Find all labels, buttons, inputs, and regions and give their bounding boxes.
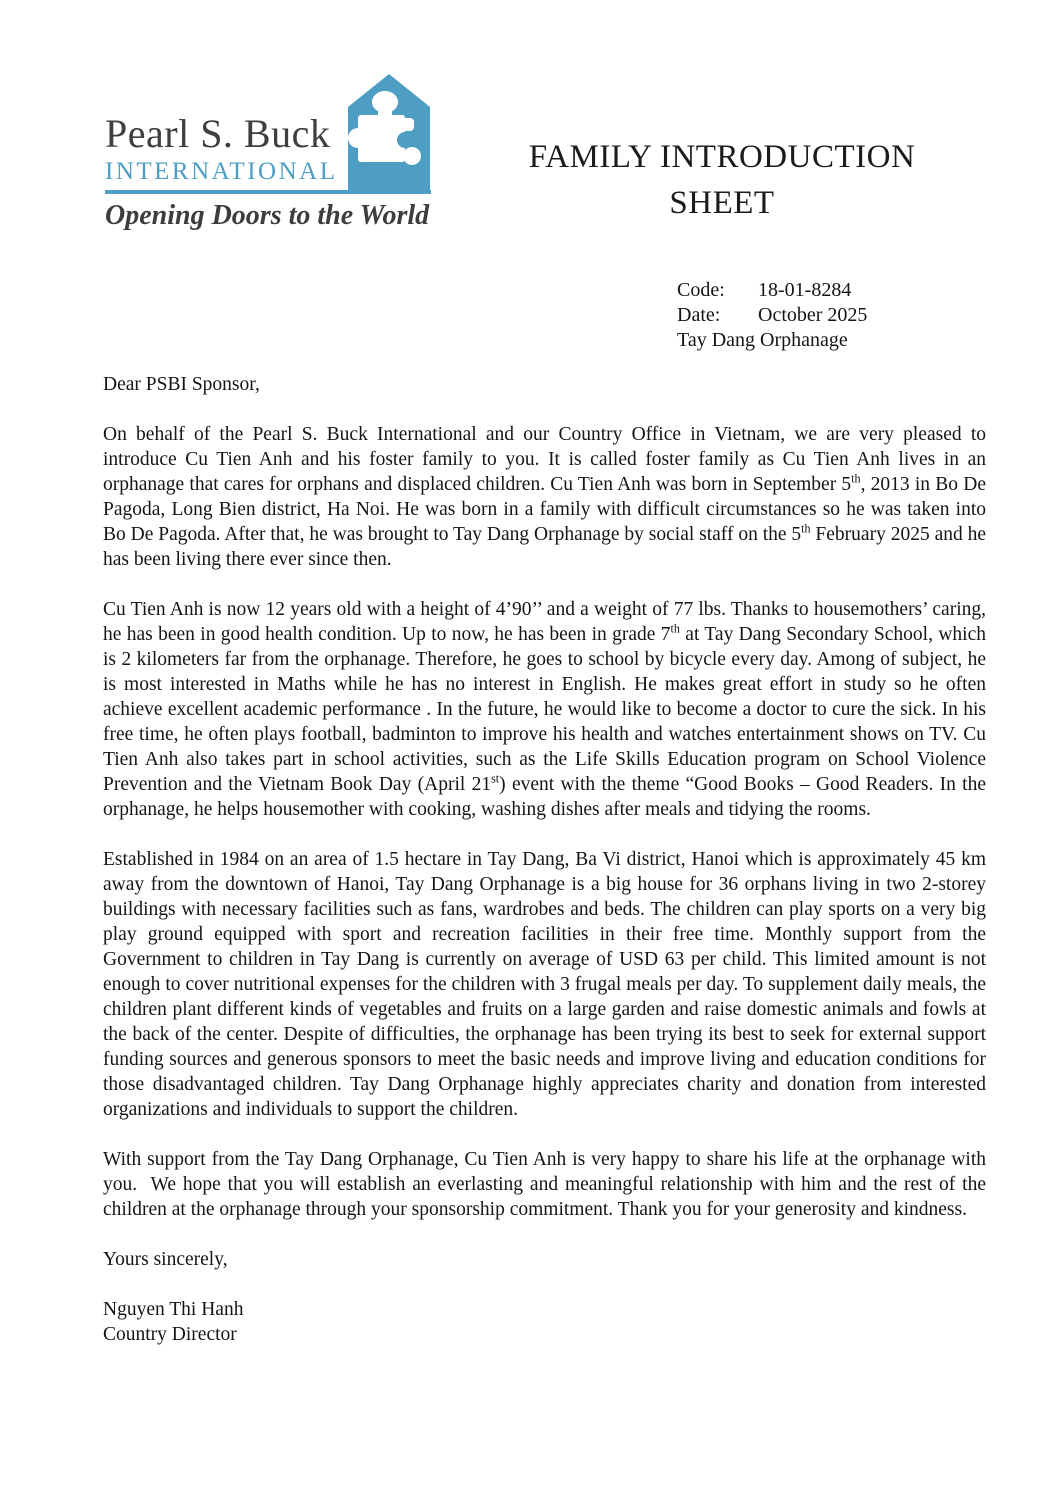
org-subtitle: INTERNATIONAL xyxy=(105,158,338,185)
paragraph-sponsorship: With support from the Tay Dang Orphanage, Cu Tien Anh is very happy to share his life at the orphanage with you. We hope that you will establish an everlasting and meaningful relationship with him and the rest of the children at the orphanage through your sponsorship commitment. Thank you for your generosity and kindness. xyxy=(103,1149,986,1220)
date-row xyxy=(677,303,867,328)
house-puzzle-icon xyxy=(348,74,430,190)
org-tagline: Opening Doors to the World xyxy=(105,200,430,231)
paragraph-child-details: Cu Tien Anh is now 12 years old with a height of 4’90’’ and a weight of 77 lbs. Thanks to housemothers’ caring, he has been in good health condition. Up to now, he has been in grade 7th at Tay Dang Secondary School, which is 2 kilometers far from the orphanage. Therefore, he goes to school by bicycle every day. Among of subject, he is most interested in Maths while he has no interest in English. He makes great effort in study so he often achieve excellent academic performance . In the future, he would like to become a doctor to cure the sick. In his free time, he often plays football, badminton to improve his health and watches entertainment shows on TV. Cu Tien Anh also takes part in school activities, such as the Life Skills Education program on School Violence Prevention and the Vietnam Book Day (April 21st) event with the theme “Good Books – Good Readers. In the orphanage, he helps housemother with cooking, washing dishes after meals and tidying the rooms. xyxy=(103,599,986,820)
letter-body xyxy=(103,372,986,1347)
org-name: Pearl S. Buck xyxy=(105,111,331,156)
code-value: 18-01-8284 xyxy=(758,279,852,301)
paragraph-introduction: On behalf of the Pearl S. Buck International and our Country Office in Vietnam, we are very pleased to introduce Cu Tien Anh and his foster family to you. It is called foster family as Cu Tien Anh lives in an orphanage that cares for orphans and displaced children. Cu Tien Anh was born in September 5th, 2013 in Bo De Pagoda, Long Bien district, Ha Noi. He was born in a family with difficult circumstances so he was taken into Bo De Pagoda. After that, he was brought to Tay Dang Orphanage by social staff on the 5th February 2025 and he has been living there ever since then. xyxy=(103,424,987,570)
code-row xyxy=(677,278,867,303)
logo-divider xyxy=(105,190,431,194)
signatory-title: Country Director xyxy=(103,1324,237,1345)
date-value: October 2025 xyxy=(758,304,868,326)
paragraph-orphanage-details: Established in 1984 on an area of 1.5 hectare in Tay Dang, Ba Vi district, Hanoi which is approximately 45 km away from the downtown of Hanoi, Tay Dang Orphanage is a big house for 36 orphans living in two 2-storey buildings with necessary facilities such as fans, wardrobes and beds. The children can play sports on a very big play ground equipped with sport and recreation facilities in their free time. Monthly support from the Government to children in Tay Dang is currently on average of USD 63 per child. This limited amount is not enough to cover nutritional expenses for the children with 3 frugal meals per day. To supplement daily meals, the children plant different kinds of vegetables and fruits on a large garden and raise domestic animals and fowls at the back of the center. Despite of difficulties, the orphanage has been trying its best to seek for external support funding sources and generous sponsors to meet the basic needs and improve living and education conditions for those disadvantaged children. Tay Dang Orphanage highly appreciates charity and donation from interested organizations and individuals to support the children. xyxy=(103,849,986,1120)
signatory-name: Nguyen Thi Hanh xyxy=(103,1299,244,1320)
code-label: Code: xyxy=(677,279,725,301)
meta-block xyxy=(677,278,867,353)
document-title: FAMILY INTRODUCTION SHEET xyxy=(528,139,916,221)
orphanage-name: Tay Dang Orphanage xyxy=(677,329,848,351)
date-label: Date: xyxy=(677,304,721,326)
valediction: Yours sincerely, xyxy=(103,1249,228,1270)
signature-block xyxy=(103,1297,986,1347)
salutation: Dear PSBI Sponsor, xyxy=(103,374,260,395)
